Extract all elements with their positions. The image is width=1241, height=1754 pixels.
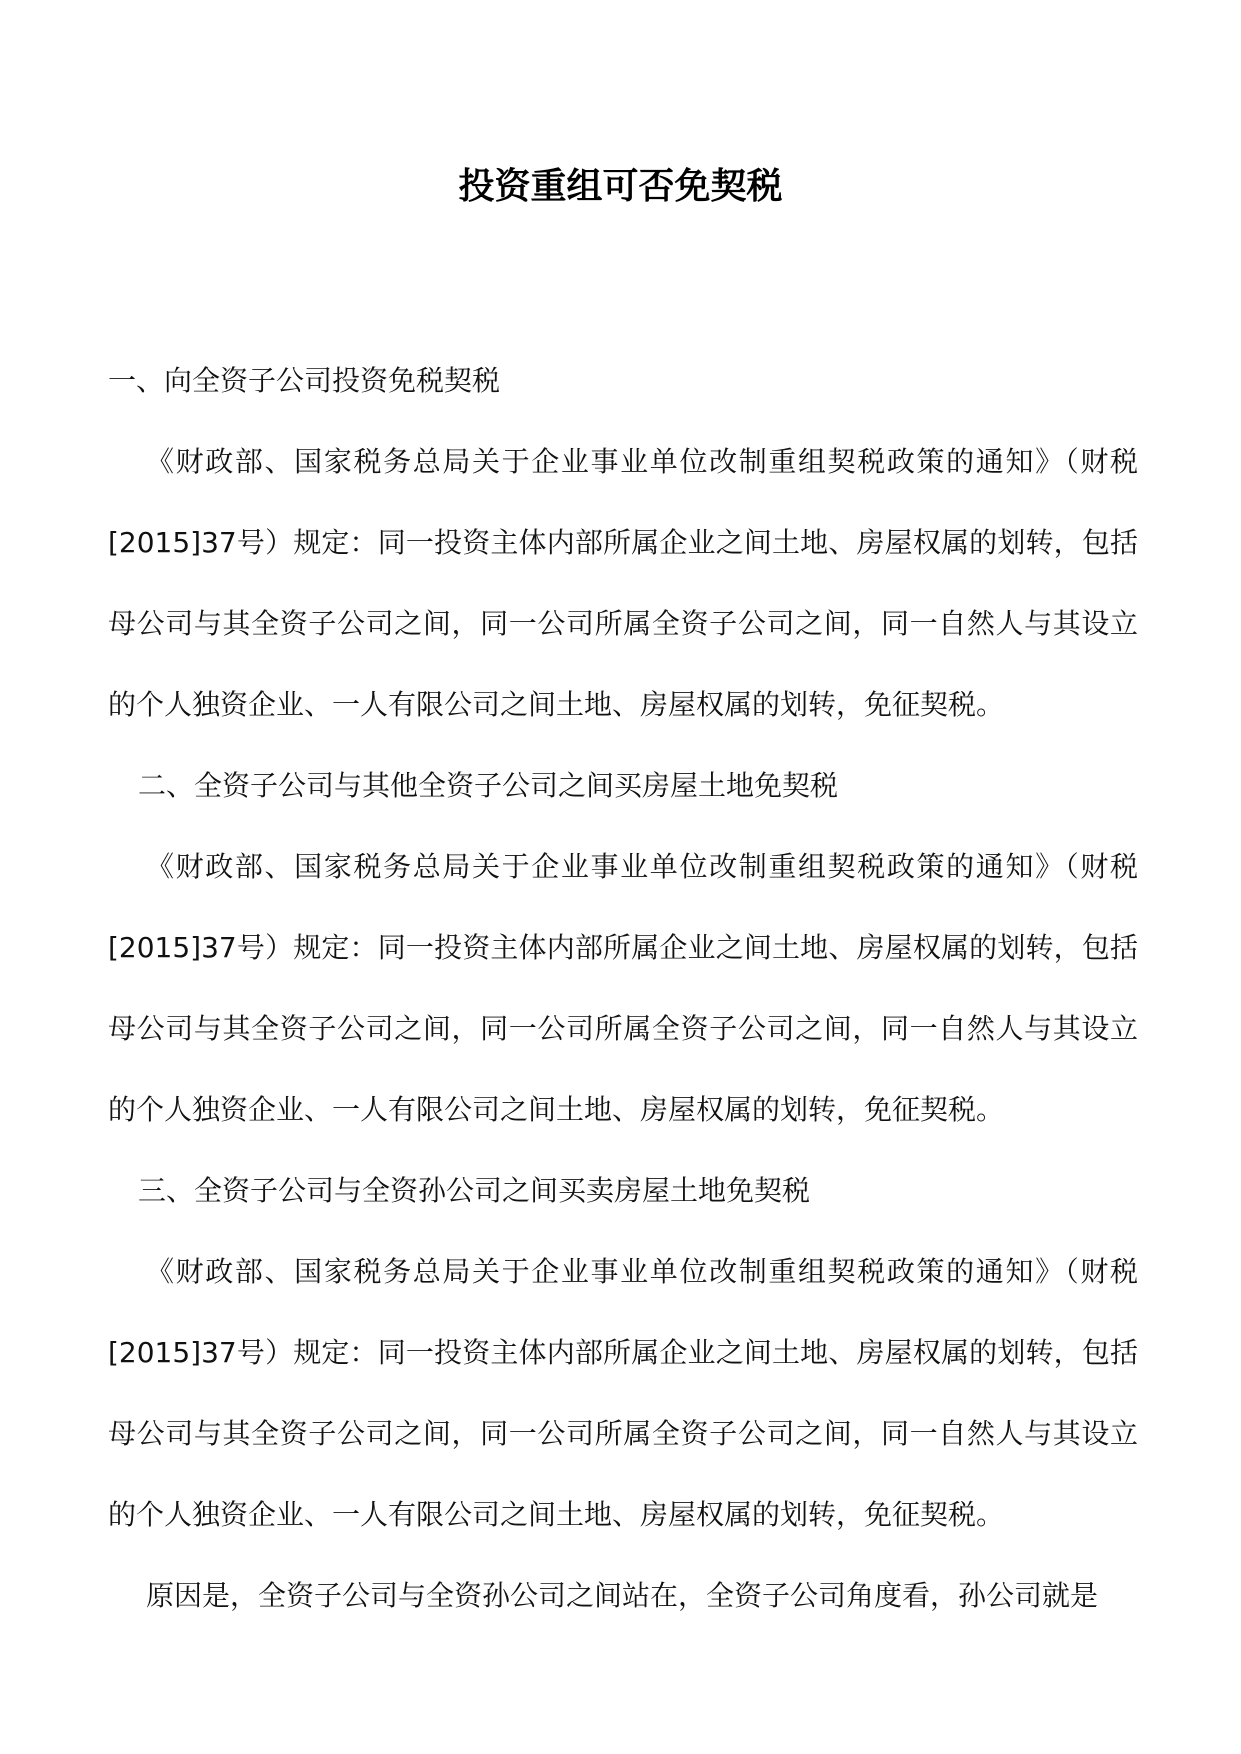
body-paragraph: 《财政部、国家税务总局关于企业事业单位改制重组契税政策的通知》（财税[2015]37号）规定：同一投资主体内部所属企业之间土地、房屋权属的划转，包括母公司与其全资子公司之间，同一公司所属全资子公司之间，同一自然人与其设立的个人独资企业、一人有限公司之间土地、房屋权属的划转，免征契税。 — [108, 1255, 1138, 1531]
section-heading-3: 三、全资子公司与全资孙公司之间买卖房屋土地免契税 — [138, 1174, 811, 1207]
document-title: 投资重组可否免契税 — [458, 165, 783, 207]
section-heading-1: 一、向全资子公司投资免税契税 — [108, 364, 501, 397]
body-paragraph: 《财政部、国家税务总局关于企业事业单位改制重组契税政策的通知》（财税[2015]37号）规定：同一投资主体内部所属企业之间土地、房屋权属的划转，包括母公司与其全资子公司之间，同一公司所属全资子公司之间，同一自然人与其设立的个人独资企业、一人有限公司之间土地、房屋权属的划转，免征契税。 — [108, 445, 1138, 721]
document-body — [108, 340, 1138, 1636]
section-heading-2: 二、全资子公司与其他全资子公司之间买房屋土地免契税 — [138, 769, 839, 802]
body-paragraph: 原因是，全资子公司与全资孙公司之间站在，全资子公司角度看，孙公司就是 — [146, 1579, 1099, 1612]
body-paragraph: 《财政部、国家税务总局关于企业事业单位改制重组契税政策的通知》（财税[2015]37号）规定：同一投资主体内部所属企业之间土地、房屋权属的划转，包括母公司与其全资子公司之间，同一公司所属全资子公司之间，同一自然人与其设立的个人独资企业、一人有限公司之间土地、房屋权属的划转，免征契税。 — [108, 850, 1138, 1126]
